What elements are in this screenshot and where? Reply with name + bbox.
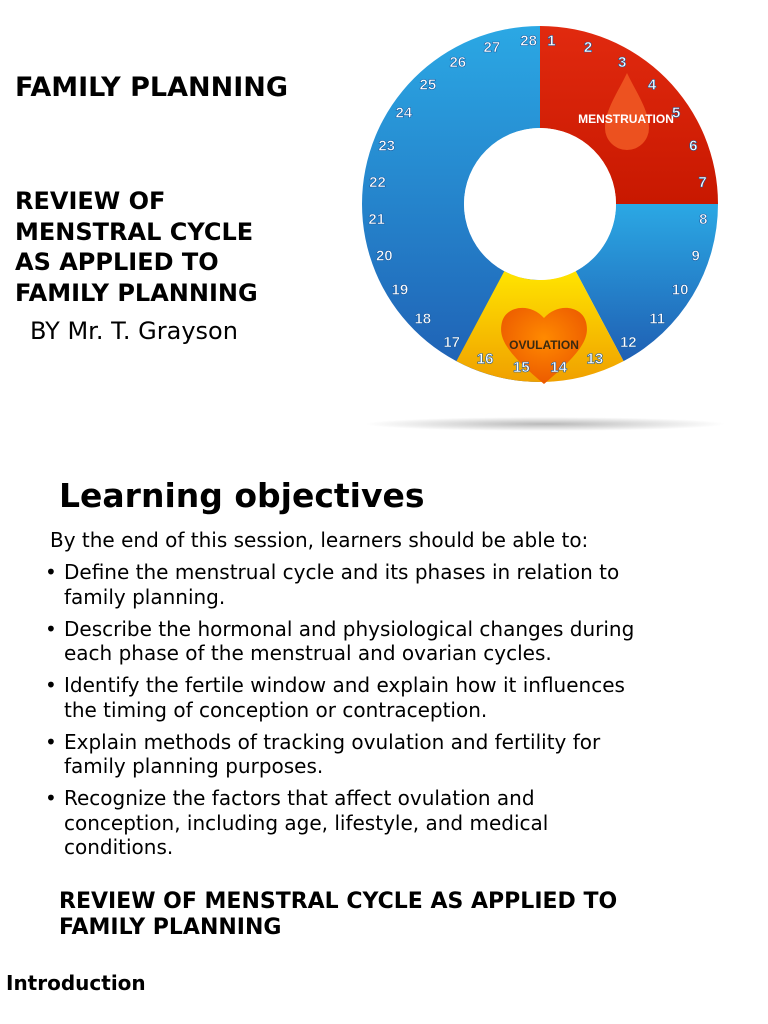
menstrual-cycle-wheel bbox=[330, 0, 768, 440]
list-item-line: Explain methods of tracking ovulation and fertility for bbox=[64, 729, 601, 754]
subtitle-line: FAMILY PLANNING bbox=[15, 278, 258, 307]
day-label: 20 bbox=[375, 247, 393, 265]
subtitle-line: REVIEW OF bbox=[15, 187, 166, 215]
wheel-shadow bbox=[365, 417, 725, 431]
objectives-intro: By the end of this session, learners should be able to: bbox=[50, 528, 589, 552]
day-label: 25 bbox=[419, 76, 437, 94]
day-label: 10 bbox=[671, 281, 689, 299]
day-label: 19 bbox=[391, 281, 409, 299]
list-item-line: family planning purposes. bbox=[64, 754, 324, 778]
day-label: 12 bbox=[619, 334, 637, 352]
bullet: • bbox=[45, 673, 57, 697]
list-item bbox=[45, 673, 755, 722]
day-label: 22 bbox=[369, 173, 386, 191]
bullet: • bbox=[45, 560, 57, 584]
section-heading-line: FAMILY PLANNING bbox=[59, 915, 282, 940]
day-label: 16 bbox=[476, 350, 494, 368]
list-item-line: Define the menstrual cycle and its phases in relation to bbox=[64, 560, 620, 584]
day-label: 7 bbox=[698, 173, 707, 191]
learning-objectives-heading: Learning objectives bbox=[59, 476, 425, 515]
list-item bbox=[45, 560, 755, 609]
list-item bbox=[45, 786, 755, 860]
day-label: 3 bbox=[618, 54, 627, 72]
list-item-line: Describe the hormonal and physiological changes during bbox=[64, 616, 635, 641]
day-label: 15 bbox=[513, 358, 530, 376]
wheel-hole bbox=[464, 128, 616, 280]
day-label: 5 bbox=[672, 104, 681, 122]
subtitle bbox=[15, 186, 258, 308]
day-label: 1 bbox=[547, 32, 556, 50]
day-label: 9 bbox=[691, 247, 700, 265]
list-item bbox=[45, 730, 755, 779]
bullet: • bbox=[45, 786, 57, 810]
day-label: 13 bbox=[586, 350, 604, 368]
ovulation-label: OVULATION bbox=[509, 338, 579, 352]
day-label: 6 bbox=[689, 137, 698, 155]
day-label: 21 bbox=[368, 211, 386, 228]
day-label: 27 bbox=[483, 39, 501, 57]
page-title: FAMILY PLANNING bbox=[15, 72, 288, 103]
author-line: BY Mr. T. Grayson bbox=[30, 317, 238, 345]
day-label: 17 bbox=[443, 334, 461, 352]
section-heading bbox=[59, 889, 739, 941]
day-label: 26 bbox=[449, 54, 467, 72]
day-label: 23 bbox=[378, 137, 396, 155]
day-label: 28 bbox=[520, 32, 537, 50]
day-label: 11 bbox=[649, 310, 666, 328]
list-item-line: the timing of conception or contraception. bbox=[64, 697, 488, 722]
day-label: 4 bbox=[647, 76, 657, 94]
day-label: 2 bbox=[583, 39, 593, 57]
list-item-line: conception, including age, lifestyle, and medical bbox=[64, 810, 549, 835]
list-item-line: Identify the fertile window and explain how it influences bbox=[64, 673, 625, 697]
day-label: 18 bbox=[414, 310, 432, 328]
subtitle-line: AS APPLIED TO bbox=[15, 248, 219, 276]
list-item bbox=[45, 617, 755, 666]
day-label: 14 bbox=[550, 358, 567, 376]
bullet: • bbox=[45, 616, 57, 641]
menstruation-label: MENSTRUATION bbox=[578, 112, 674, 126]
list-item-line: family planning. bbox=[64, 584, 226, 609]
list-item-line: conditions. bbox=[64, 835, 174, 859]
bullet: • bbox=[45, 729, 57, 754]
day-label: 24 bbox=[395, 104, 413, 122]
list-item-line: each phase of the menstrual and ovarian cycles. bbox=[64, 641, 552, 665]
section-heading-line: REVIEW OF MENSTRAL CYCLE AS APPLIED TO bbox=[59, 889, 618, 914]
introduction-heading: Introduction bbox=[6, 971, 146, 995]
day-label: 8 bbox=[699, 211, 708, 228]
subtitle-line: MENSTRAL CYCLE bbox=[15, 217, 254, 246]
objectives-list bbox=[45, 560, 755, 867]
list-item-line: Recognize the factors that affect ovulation and bbox=[64, 786, 535, 810]
